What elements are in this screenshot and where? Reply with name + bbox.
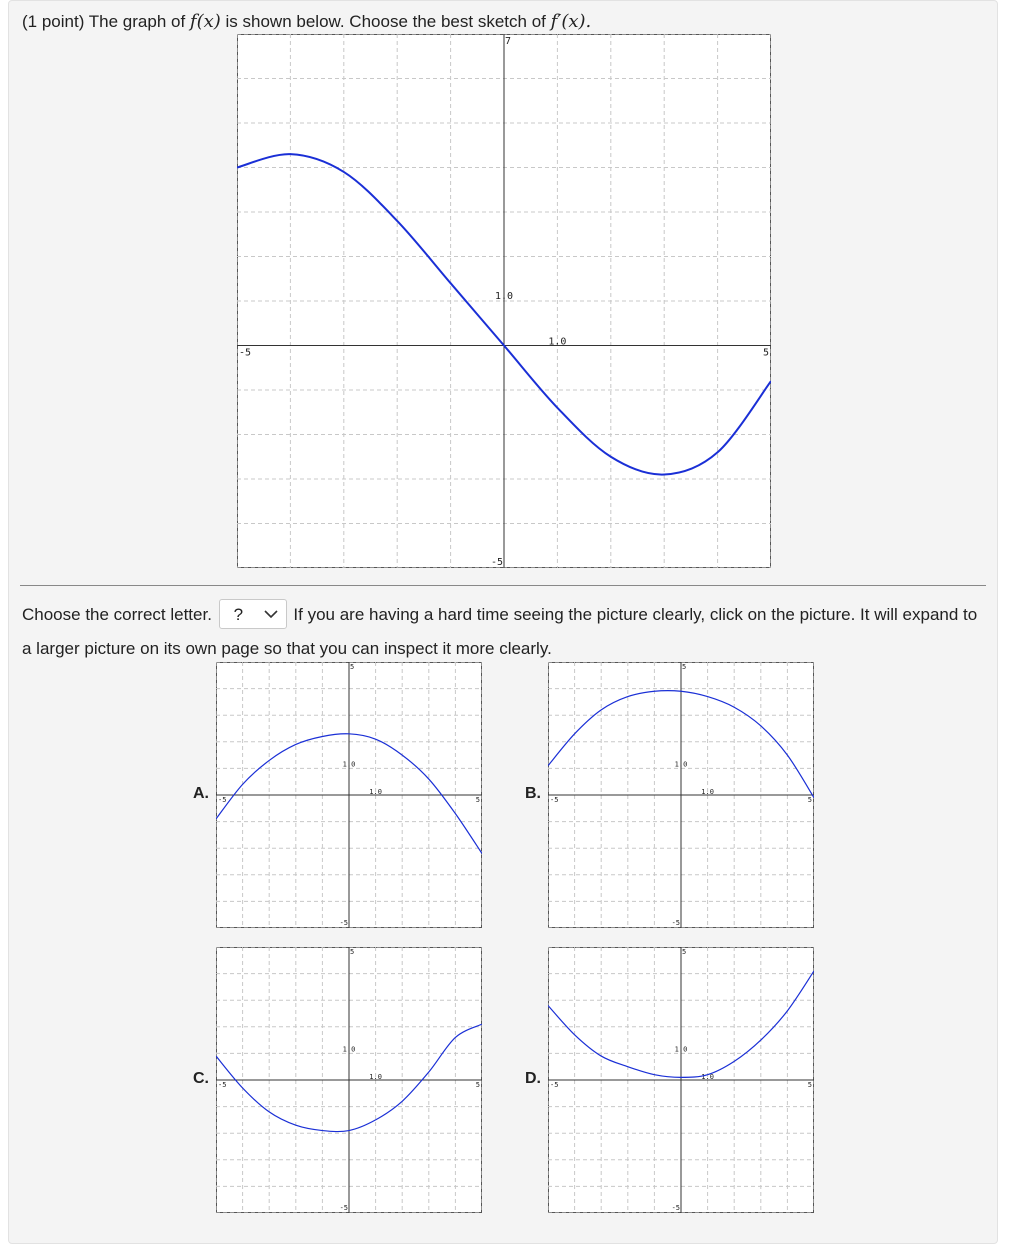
x-max-label: 5 [807, 1081, 812, 1089]
hint-text: If you are having a hard time seeing the picture clearly, click on the picture. It will expand to a larger picture on its own page so that you can inspect it more clearly. [22, 605, 978, 658]
question-prefix: (1 point) The graph of [22, 12, 186, 31]
y-max-label: 5 [682, 663, 687, 671]
x-tick-label: 1.0 [369, 1073, 382, 1081]
x-tick-label: 1.0 [701, 788, 714, 796]
choice-letter-b: B. [525, 785, 541, 802]
y-min-label: -5 [671, 919, 680, 927]
choice-graph-d[interactable] [548, 947, 814, 1213]
x-max-label: 5 [807, 796, 812, 804]
x-min-label: -5 [218, 1081, 227, 1089]
y-min-label: -5 [671, 1204, 680, 1212]
divider [20, 585, 986, 586]
y-tick-label: 1.0 [342, 1045, 356, 1054]
choice-letter-d: D. [525, 1070, 541, 1087]
dropdown-value: ? [233, 604, 244, 624]
main-graph[interactable] [237, 34, 771, 568]
y-tick-label: 1.0 [674, 1045, 688, 1054]
answer-section [22, 598, 990, 666]
y-max-label: 5 [682, 948, 687, 956]
chevron-down-icon [264, 609, 278, 619]
y-tick-label: 1.0 [494, 291, 514, 302]
y-min-label: -5 [339, 919, 348, 927]
y-min-label: -5 [490, 557, 503, 568]
choice-graph-c[interactable] [216, 947, 482, 1213]
x-min-label: -5 [550, 1081, 559, 1089]
x-tick-label: 1.0 [369, 788, 382, 796]
y-max-label: 5 [350, 948, 355, 956]
question-middle: is shown below. Choose the best sketch of [225, 12, 546, 31]
choice-graph-a[interactable] [216, 662, 482, 928]
y-tick-label: 1.0 [674, 760, 688, 769]
y-tick-label: 1.0 [342, 760, 356, 769]
question-text [22, 10, 591, 34]
x-max-label: 5 [762, 347, 769, 359]
x-tick-label: 1.0 [548, 336, 567, 348]
x-max-label: 5 [475, 796, 480, 804]
y-min-label: -5 [339, 1204, 348, 1212]
f-expression: f(x) [189, 11, 221, 32]
x-max-label: 5 [475, 1081, 480, 1089]
x-min-label: -5 [550, 796, 559, 804]
x-tick-label: 1.0 [701, 1073, 714, 1081]
y-max-label: 5 [350, 663, 355, 671]
f-prime-expression: f′(x). [550, 11, 592, 32]
choose-label: Choose the correct letter. [22, 605, 212, 624]
y-max-label: 7 [505, 36, 512, 47]
choice-letter-a: A. [193, 785, 209, 802]
choice-graph-b[interactable] [548, 662, 814, 928]
x-min-label: -5 [218, 796, 227, 804]
answer-dropdown[interactable] [219, 599, 287, 629]
x-min-label: -5 [239, 347, 252, 359]
choice-letter-c: C. [193, 1070, 209, 1087]
